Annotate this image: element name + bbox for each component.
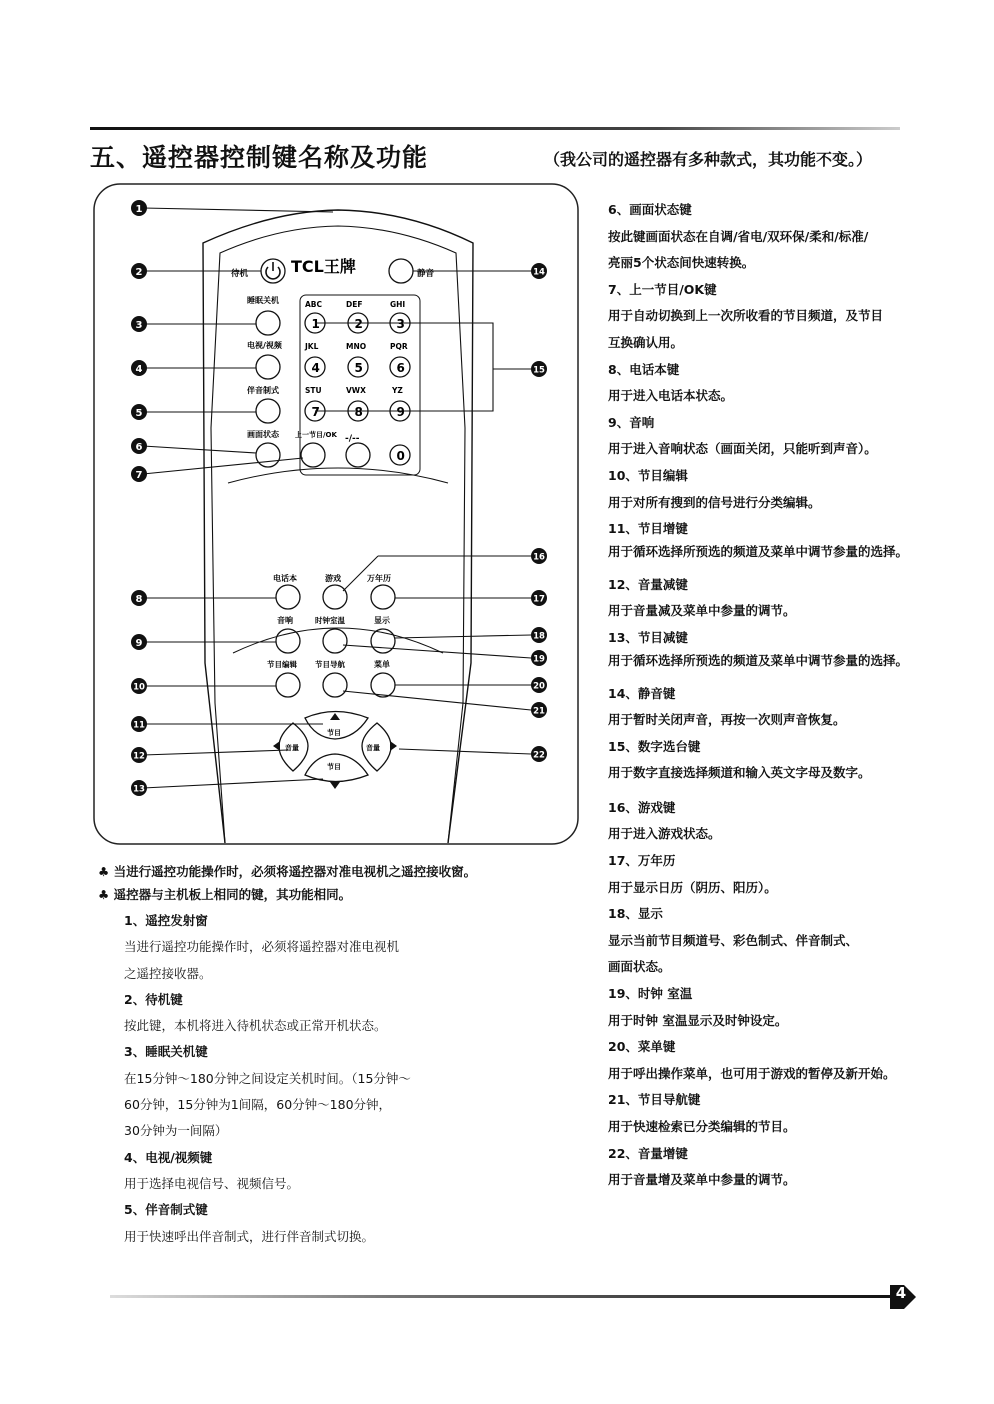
item-desc: 互换确认用。	[608, 334, 684, 350]
callout-number: 14	[533, 267, 545, 278]
callout-number: 13	[133, 784, 145, 795]
item-desc: 用于显示日历（阴历、阳历）。	[608, 879, 777, 895]
section-subtitle: （我公司的遥控器有多种款式，其功能不变。）	[544, 150, 873, 169]
label-prev-ok: 上一节目/OK	[295, 431, 337, 439]
item-desc: 按此键画面状态在自调/省电/双环保/柔和/标准/	[608, 228, 869, 244]
label-sleep: 睡眠关机	[247, 296, 279, 305]
menu-button[interactable]	[371, 673, 395, 697]
prog-nav-button[interactable]	[323, 673, 347, 697]
phonebook-button[interactable]	[276, 585, 300, 609]
arrow-left-icon	[273, 741, 280, 751]
digit-label: 5	[354, 361, 363, 375]
item-title: 16、游戏键	[608, 799, 676, 815]
item-desc: 用于呼出操作菜单，也可用于游戏的暂停及新开始。	[608, 1065, 896, 1081]
callout-number: 6	[135, 442, 143, 453]
top-rule	[90, 127, 900, 130]
item-desc: 显示当前节目频道号、彩色制式、伴音制式、	[608, 932, 859, 948]
label-dash: -/--	[345, 434, 360, 444]
item-title: 14、静音键	[608, 685, 676, 701]
keypad-letters: DEF	[346, 300, 363, 309]
music-button[interactable]	[276, 629, 300, 653]
item-title: 10、节目编辑	[608, 467, 688, 483]
label-menu: 菜单	[374, 660, 390, 669]
item-title: 4、电视/视频键	[124, 1149, 213, 1165]
label-vol-up: 音量	[366, 744, 380, 752]
right-description-column	[608, 197, 958, 1194]
item-desc: 用于进入音响状态（画面关闭，只能听到声音）。	[608, 441, 877, 457]
label-music: 音响	[277, 616, 293, 625]
callout-number: 2	[135, 267, 143, 278]
item-desc: 用于音量增及菜单中参量的调节。	[608, 1172, 796, 1188]
digit-label: 6	[396, 361, 405, 375]
keypad-letters: GHI	[390, 300, 406, 309]
item-desc: 用于快速检索已分类编辑的节目。	[608, 1119, 796, 1134]
note-line: ♣ 遥控器与主机板上相同的键，其功能相同。	[98, 887, 352, 902]
club-icon: ♣	[98, 887, 114, 902]
section-title: 五、遥控器控制键名称及功能	[90, 143, 429, 172]
item-title: 9、音响	[608, 414, 655, 430]
item-title: 22、音量增键	[608, 1145, 688, 1161]
label-tv-av: 电视/视频	[247, 341, 282, 350]
item-desc: 亮丽5个状态间快速转换。	[608, 255, 755, 271]
label-standby: 待机	[231, 269, 249, 279]
item-title: 1、遥控发射窗	[124, 913, 208, 928]
dash-button[interactable]	[346, 443, 370, 467]
digit-label: 9	[396, 405, 405, 419]
callout-markers	[131, 200, 547, 796]
digit-label: 1	[311, 317, 320, 331]
item-desc: 用于自动切换到上一次所收看的节目频道，及节目	[608, 308, 884, 324]
callout-number: 22	[533, 750, 545, 761]
remote-diagram	[93, 183, 579, 845]
digit-label: 8	[354, 405, 363, 419]
digit-label: 3	[396, 317, 405, 331]
digit-label: 2	[354, 317, 363, 331]
callout-number: 4	[135, 364, 143, 375]
keypad-letters: PQR	[390, 342, 408, 351]
item-desc: 用于进入电话本状态。	[608, 388, 734, 404]
item-desc: 用于数字直接选择频道和输入英文字母及数字。	[608, 765, 871, 781]
item-title: 8、电话本键	[608, 361, 680, 377]
callout-number: 15	[533, 365, 545, 376]
callout-number: 11	[133, 720, 145, 731]
club-icon: ♣	[98, 864, 114, 879]
item-desc: 按此键，本机将进入待机状态或正常开机状态。	[124, 1018, 387, 1034]
item-title: 5、伴音制式键	[124, 1202, 208, 1218]
item-desc: 用于时钟 室温显示及时钟设定。	[608, 1012, 788, 1028]
left-description-column	[124, 908, 594, 1250]
calendar-button[interactable]	[371, 585, 395, 609]
keypad-letters: VWX	[346, 386, 366, 395]
item-title: 19、时钟 室温	[608, 986, 693, 1002]
item-title: 20、菜单键	[608, 1039, 676, 1055]
label-clock: 时钟室温	[315, 616, 345, 625]
item-desc: 在15分钟～180分钟之间设定关机时间。（15分钟～	[124, 1070, 411, 1086]
sound-mode-button[interactable]	[256, 399, 280, 423]
callout-number: 7	[135, 470, 143, 481]
item-title: 12、音量减键	[608, 576, 688, 592]
callout-number: 18	[533, 631, 545, 642]
callout-number: 8	[135, 594, 143, 605]
label-sound-mode: 伴音制式	[247, 386, 279, 395]
item-desc: 用于循环选择所预选的频道及菜单中调节参量的选择。	[608, 543, 909, 559]
item-desc: 用于循环选择所预选的频道及菜单中调节参量的选择。	[608, 652, 909, 668]
item-desc: 之遥控接收器。	[124, 965, 212, 981]
digit-label: 0	[396, 449, 405, 463]
label-prog-down: 节目	[327, 763, 341, 771]
keypad-letters: ABC	[305, 300, 323, 309]
item-title: 17、万年历	[608, 853, 676, 869]
prog-edit-button[interactable]	[276, 673, 300, 697]
item-title: 7、上一节目/OK键	[608, 281, 717, 297]
keypad-letters: MNO	[346, 342, 367, 351]
item-title: 6、画面状态键	[608, 202, 692, 217]
callout-number: 1	[135, 204, 143, 215]
arrow-right-icon	[390, 741, 397, 751]
clock-button[interactable]	[323, 629, 347, 653]
item-title: 13、节目减键	[608, 629, 688, 645]
item-desc: 当进行遥控功能操作时，必须将遥控器对准电视机	[124, 939, 400, 955]
label-prog-edit: 节目编辑	[267, 660, 297, 669]
label-game: 游戏	[325, 574, 341, 583]
label-mute: 静音	[417, 269, 435, 279]
callout-number: 3	[135, 320, 143, 331]
label-vol-down: 音量	[285, 744, 299, 752]
item-desc: 60分钟，15分钟为1间隔，60分钟～180分钟，	[124, 1097, 392, 1113]
item-title: 2、待机键	[124, 991, 183, 1007]
item-title: 18、显示	[608, 906, 663, 922]
item-title: 21、节目导航键	[608, 1092, 701, 1108]
label-phonebook: 电话本	[273, 574, 297, 583]
sleep-button[interactable]	[256, 311, 280, 335]
callout-number: 5	[135, 408, 143, 419]
notes	[98, 860, 588, 906]
item-desc: 用于快速呼出伴音制式，进行伴音制式切换。	[124, 1228, 375, 1244]
item-title: 15、数字选台键	[608, 738, 701, 754]
tv-av-button[interactable]	[256, 355, 280, 379]
callout-number: 19	[533, 654, 545, 665]
prev-ok-button[interactable]	[301, 443, 325, 467]
callout-number: 9	[135, 638, 143, 649]
item-desc: 画面状态。	[608, 959, 671, 975]
label-display: 显示	[374, 616, 390, 625]
label-prog-nav: 节目导航	[315, 660, 345, 669]
arrow-up-icon	[330, 713, 340, 720]
note-line: ♣ 当进行遥控功能操作时，必须将遥控器对准电视机之遥控接收窗。	[98, 864, 477, 879]
label-calendar: 万年历	[367, 574, 391, 583]
arrow-down-icon	[330, 782, 340, 789]
item-desc: 用于进入游戏状态。	[608, 826, 721, 842]
item-desc: 用于音量减及菜单中参量的调节。	[608, 603, 796, 619]
digit-label: 4	[311, 361, 320, 375]
callout-number: 16	[533, 552, 545, 563]
item-desc: 用于暂时关闭声音，再按一次则声音恢复。	[608, 712, 846, 728]
label-picture-mode: 画面状态	[247, 430, 279, 439]
keypad-letters: YZ	[392, 386, 403, 395]
callout-number: 10	[133, 682, 145, 693]
picture-mode-button[interactable]	[256, 443, 280, 467]
item-title: 11、节目增键	[608, 521, 688, 537]
keypad-letters: JKL	[305, 342, 319, 351]
item-desc: 30分钟为一间隔）	[124, 1123, 228, 1139]
mute-button[interactable]	[389, 259, 413, 283]
callout-number: 20	[533, 681, 545, 692]
item-title: 3、睡眠关机键	[124, 1044, 208, 1060]
footer-rule	[110, 1295, 900, 1298]
callout-number: 21	[533, 706, 545, 717]
game-button[interactable]	[323, 585, 347, 609]
label-prog-up: 节目	[327, 729, 341, 737]
brand-logo: TCL王牌	[291, 257, 356, 276]
item-desc: 用于选择电视信号、视频信号。	[124, 1175, 300, 1191]
item-desc: 用于对所有搜到的信号进行分类编辑。	[608, 494, 821, 510]
page-number: 4	[895, 1284, 907, 1302]
digit-label: 7	[311, 405, 320, 419]
callout-number: 12	[133, 751, 145, 762]
callout-number: 17	[533, 594, 545, 605]
keypad-letters: STU	[305, 386, 322, 395]
